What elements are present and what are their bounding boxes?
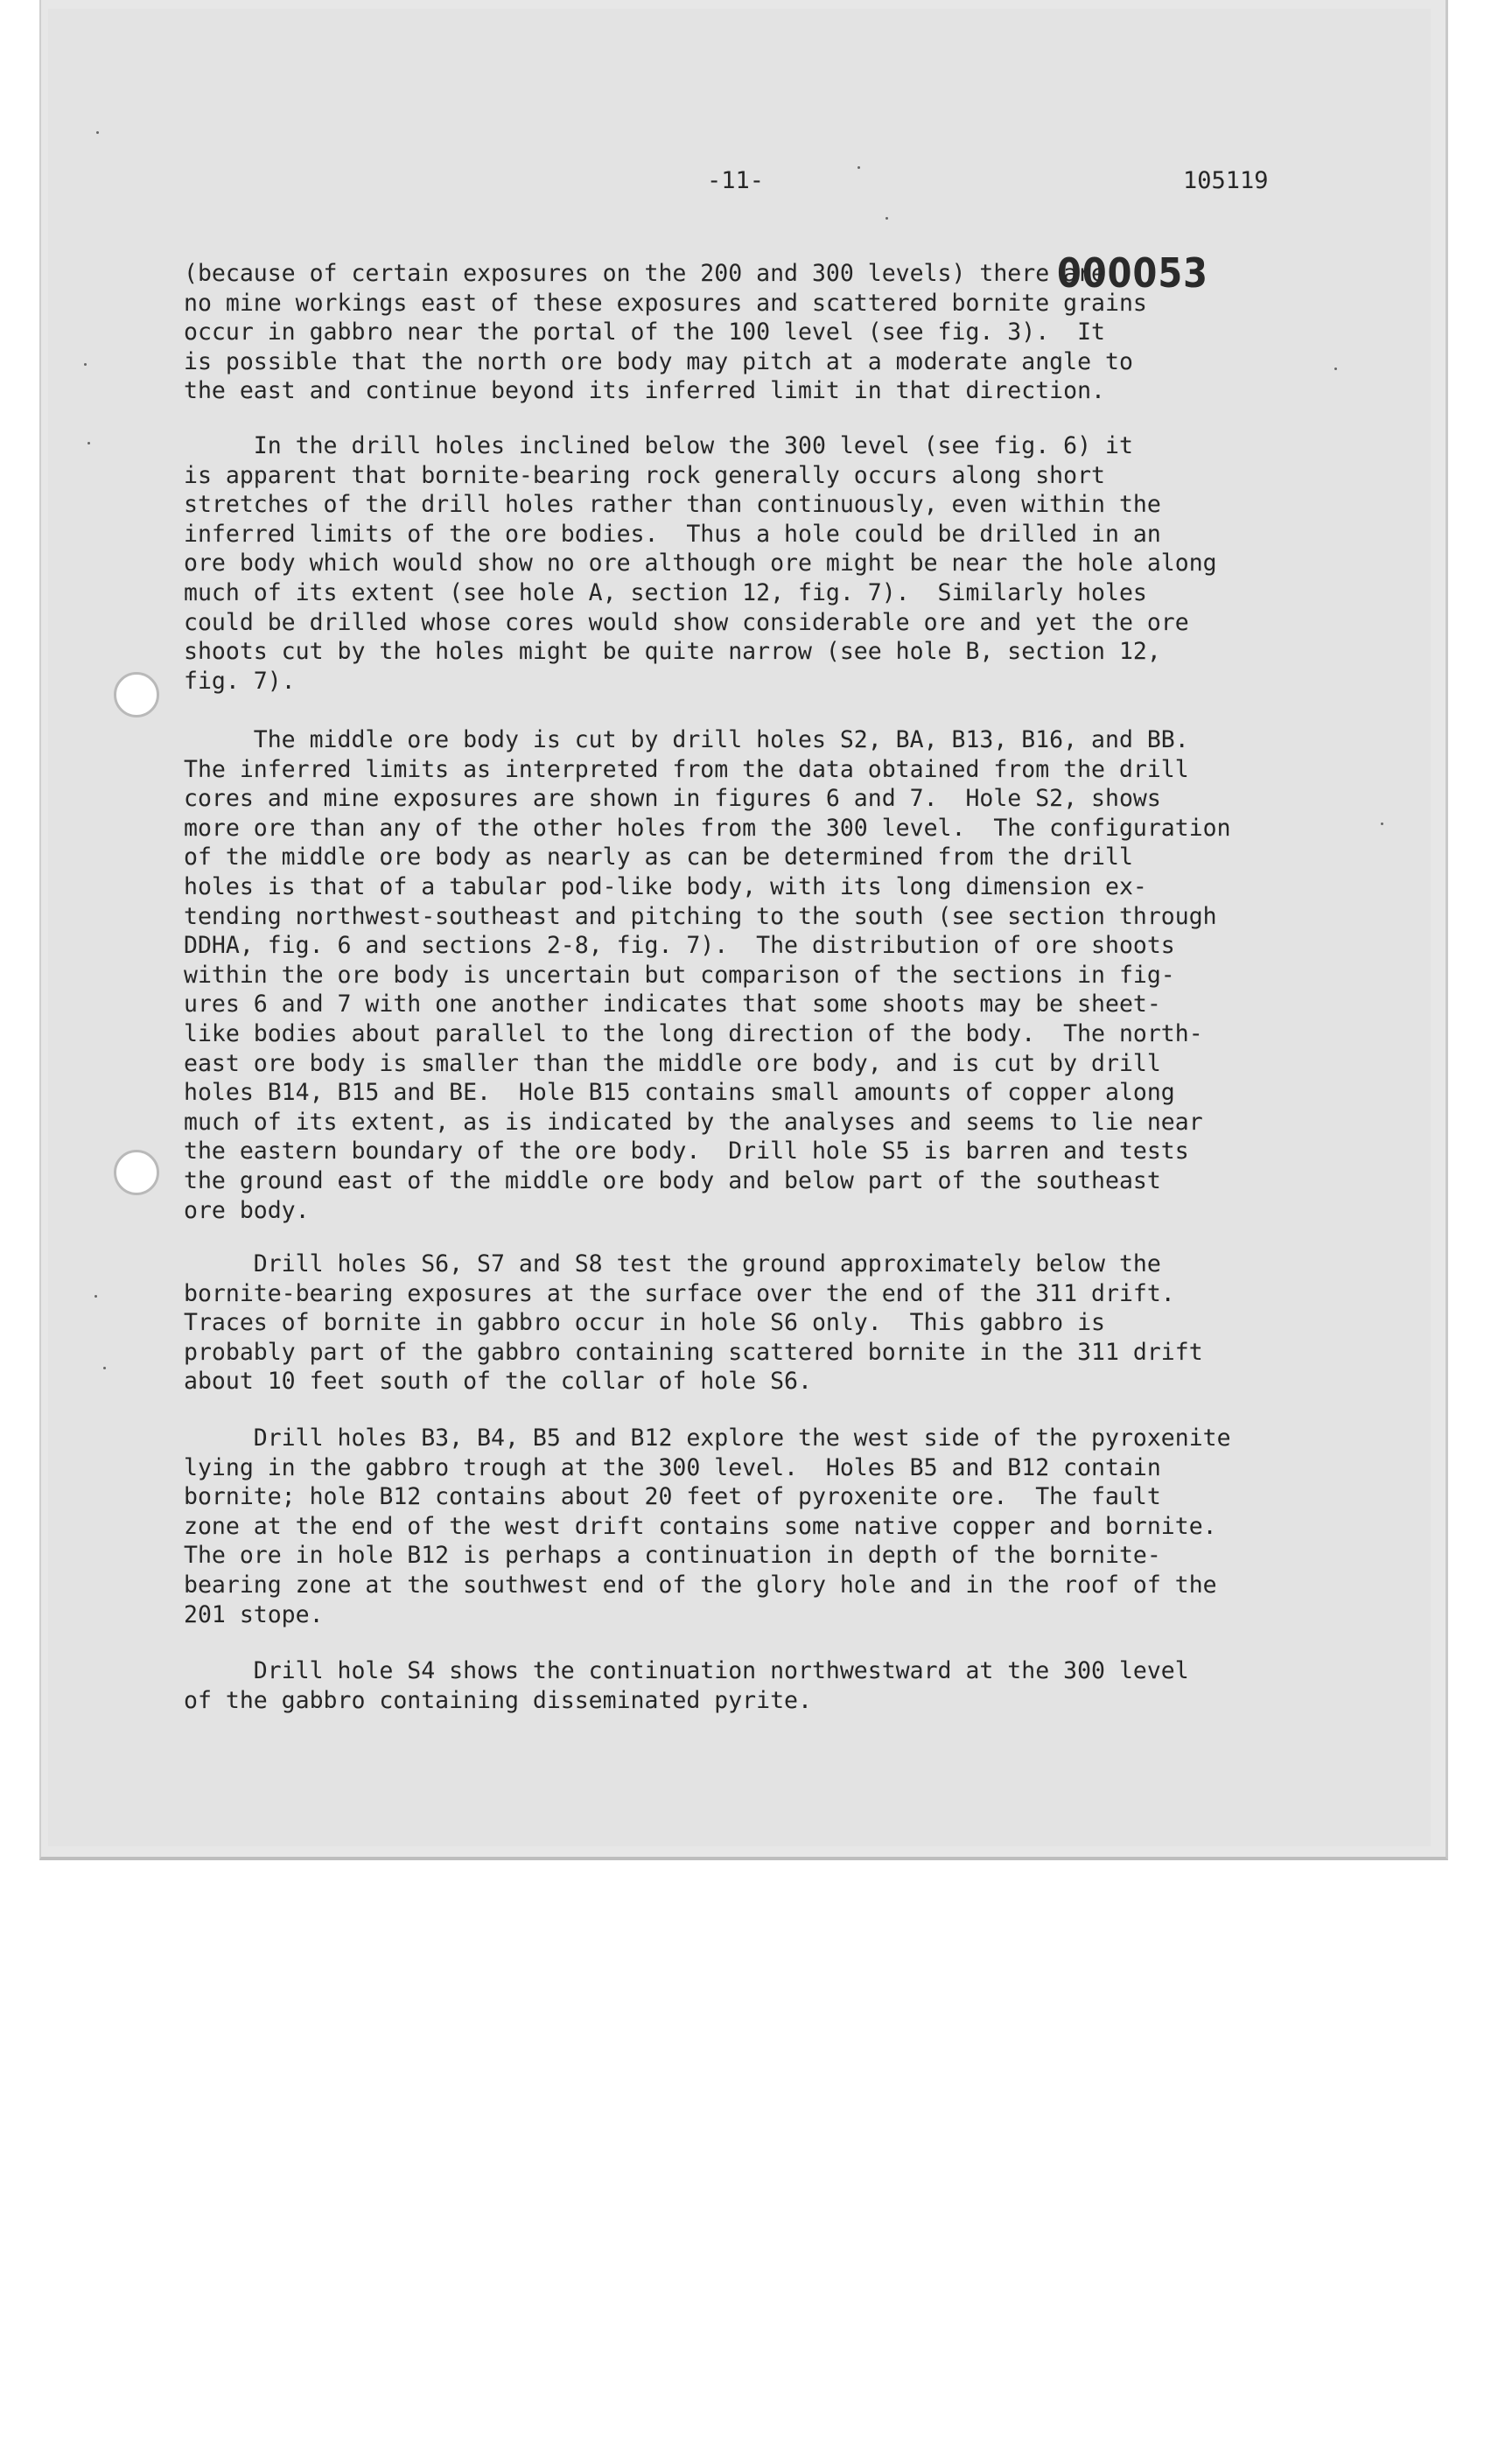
- punch-hole-upper: [114, 672, 159, 718]
- paragraph-inclined-drill-holes: In the drill holes inclined below the 300 level (see fig. 6) it is apparent that bornite-bearing rock generally occurs along short stretches of the drill holes rather than continuously, even within the inferred limits of the ore bodies. Thus a hole could be drilled in an ore body which would show no ore although ore might be near the hole along much of its extent (see hole A, section 12, fig. 7). Similarly holes could be drilled whose cores would show considerable ore and yet the ore shoots cut by the holes might be quite narrow (see hole B, section 12, fig. 7).: [184, 432, 1217, 695]
- stamp-number: 000053: [1057, 250, 1208, 298]
- document-number: 105119: [1183, 167, 1269, 194]
- scan-speck: [858, 166, 860, 169]
- paragraph-ore-body-pitch: (because of certain exposures on the 200 and 300 levels) there are no mine workings east of these exposures and scattered bornite grains occur in gabbro near the portal of the 100 level (see fig. 3). It is possible that the north ore body may pitch at a moderate angle to the east and continue beyond its inferred limit in that direction.: [184, 260, 1147, 405]
- scan-speck: [1334, 368, 1337, 370]
- paragraph-middle-ore-body: The middle ore body is cut by drill holes S2, BA, B13, B16, and BB. The inferred limits as interpreted from the data obtained from the drill cores and mine exposures are shown in figures 6 and 7. Hole S2, shows more ore than any of the other holes from the 300 level. The configuration of the middle ore body as nearly as can be determined from the drill holes is that of a tabular pod-like body, with its long dimension ex- tending northwest-southeast and pitching to the south (see section through DDHA, fig. 6 and sections 2-8, fig. 7). The distribution of ore shoots within the ore body is uncertain but comparison of the sections in fig- ures 6 and 7 with one another indicates that some shoots may be sheet- like bodies about parallel to the long direction of the body. The north- east ore body is smaller than the middle ore body, and is cut by drill holes B14, B15 and BE. Hole B15 contains small amounts of copper along much of its extent, as is indicated by the analyses and seems to lie near the eastern boundary of the ore body. Drill hole S5 is barren and tests the ground east of the middle ore body and below part of the southeast ore body.: [184, 726, 1231, 1224]
- page-number: -11-: [707, 167, 765, 194]
- paragraph-drill-holes-s6-s8: Drill holes S6, S7 and S8 test the ground approximately below the bornite-bearing exposures at the surface over the end of the 311 drift. Traces of bornite in gabbro occur in hole S6 only. This gabbro is probably part of the gabbro containing scattered bornite in the 311 drift about 10 feet south of the collar of hole S6.: [184, 1250, 1203, 1396]
- scan-speck: [103, 1367, 106, 1369]
- scan-speck: [886, 217, 888, 220]
- scan-speck: [94, 1295, 97, 1298]
- scan-speck: [88, 442, 90, 444]
- scan-speck: [96, 131, 99, 134]
- scan-speck: [84, 363, 87, 366]
- paragraph-drill-hole-s4: Drill hole S4 shows the continuation northwestward at the 300 level of the gabbro containing disseminated pyrite.: [184, 1657, 1189, 1714]
- scan-speck: [1381, 822, 1383, 825]
- punch-hole-lower: [114, 1150, 159, 1195]
- paragraph-drill-holes-b3-b12: Drill holes B3, B4, B5 and B12 explore the west side of the pyroxenite lying in the gabbro trough at the 300 level. Holes B5 and B12 contain bornite; hole B12 contains about 20 feet of pyroxenite ore. The fault zone at the end of the west drift contains some native copper and bornite. The ore in hole B12 is perhaps a continuation in depth of the bornite- bearing zone at the southwest end of the glory hole and in the roof of the 201 stope.: [184, 1424, 1231, 1628]
